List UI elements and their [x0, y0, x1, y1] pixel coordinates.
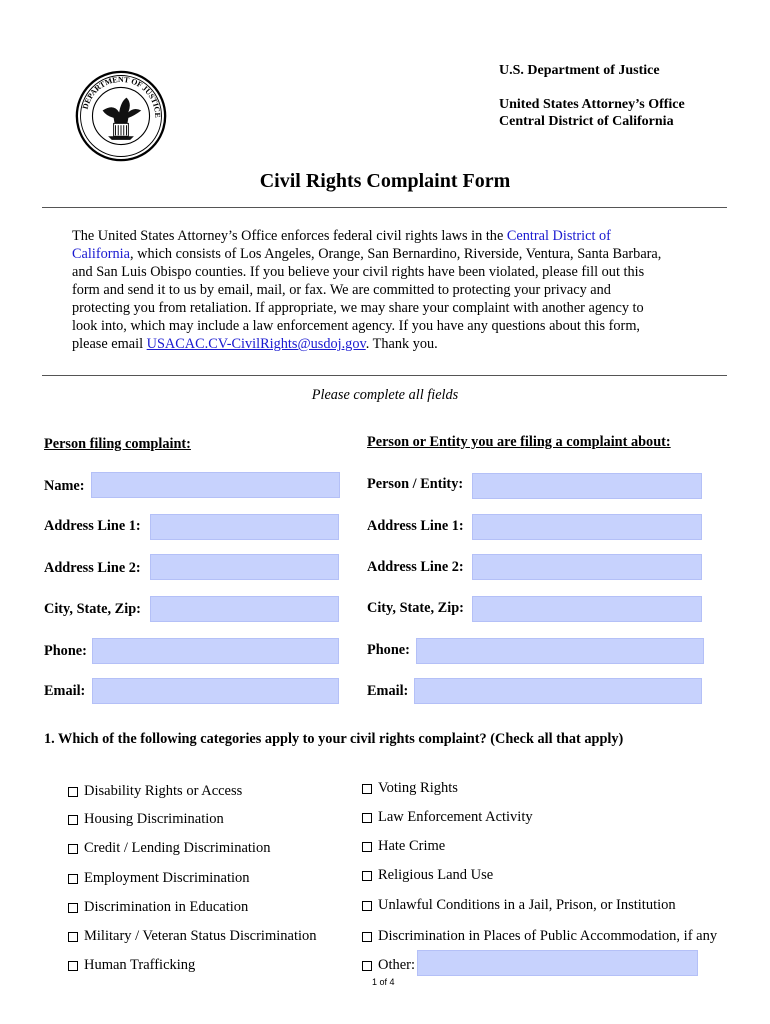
checkbox-label: Hate Crime — [378, 838, 446, 854]
filer-heading: Person filing complaint: — [44, 436, 191, 452]
intro-text: , which consists of Los Angeles, Orange, San Bernardino, Riverside, Ventura, Santa Barbara, and San Luis Obispo counties. If you believe your civil rights have been violated, please fill out this form and send it to us by email, mail, or fax. We are committed to protecting your privacy and protecting you from retaliation. If appropriate, we may share your complaint with another agency to look into, which may include a law enforcement agency. If you have any questions about this form, please email — [72, 246, 662, 352]
page-number: 1 of 4 — [372, 977, 395, 987]
district-name: Central District of California — [499, 114, 674, 129]
checkbox-icon[interactable] — [362, 901, 372, 911]
checkbox-icon[interactable] — [68, 844, 78, 854]
checkbox-jail[interactable] — [362, 897, 676, 914]
subject-heading: Person or Entity you are filing a complaint about: — [367, 434, 671, 450]
checkbox-employment[interactable] — [68, 870, 250, 887]
filer-address1-input[interactable] — [150, 514, 339, 540]
checkbox-label: Law Enforcement Activity — [378, 809, 533, 825]
checkbox-label: Employment Discrimination — [84, 870, 250, 886]
subject-address2-label: Address Line 2: — [367, 559, 464, 575]
department-name: U.S. Department of Justice — [499, 63, 660, 78]
district-link[interactable]: Central District of California — [72, 228, 611, 262]
subject-email-input[interactable] — [414, 678, 702, 704]
checkbox-label: Other: — [378, 957, 416, 973]
subject-phone-label: Phone: — [367, 642, 410, 658]
name-label: Name: — [44, 478, 85, 494]
email-label: Email: — [44, 683, 86, 699]
checkbox-icon[interactable] — [362, 784, 372, 794]
checkbox-icon[interactable] — [362, 842, 372, 852]
subject-address1-input[interactable] — [472, 514, 702, 540]
checkbox-label: Unlawful Conditions in a Jail, Prison, or Institution — [378, 897, 676, 913]
entity-label: Person / Entity: — [367, 476, 464, 492]
checkbox-icon[interactable] — [362, 961, 372, 971]
checkbox-label: Credit / Lending Discrimination — [84, 840, 271, 856]
seal-text: DEPARTMENT OF JUSTICE — [80, 74, 163, 118]
checkbox-other[interactable] — [362, 957, 415, 974]
agency-header — [499, 62, 685, 130]
subject-address1-label: Address Line 1: — [367, 518, 464, 534]
checkbox-accommodation[interactable] — [362, 928, 717, 945]
subject-city-label: City, State, Zip: — [367, 600, 464, 616]
checkbox-icon[interactable] — [68, 932, 78, 942]
checkbox-label: Discrimination in Places of Public Accommodation, if any — [378, 928, 718, 944]
checkbox-icon[interactable] — [68, 874, 78, 884]
email-link[interactable]: USACAC.CV-CivilRights@usdoj.gov — [146, 336, 366, 352]
checkbox-icon[interactable] — [68, 961, 78, 971]
form-title: Civil Rights Complaint Form — [259, 170, 511, 192]
checkbox-trafficking[interactable] — [68, 957, 195, 974]
checkbox-label: Disability Rights or Access — [84, 783, 243, 799]
filer-phone-input[interactable] — [92, 638, 339, 664]
subject-address2-input[interactable] — [472, 554, 702, 580]
checkbox-voting[interactable] — [362, 780, 458, 797]
checkbox-housing[interactable] — [68, 811, 224, 828]
subject-email-label: Email: — [367, 683, 409, 699]
checkbox-icon[interactable] — [68, 815, 78, 825]
filer-city-input[interactable] — [150, 596, 339, 622]
doj-seal-icon — [75, 70, 167, 162]
filer-email-input[interactable] — [92, 678, 339, 704]
question-1: 1. Which of the following categories apply to your civil rights complaint? (Check all that apply) — [44, 731, 624, 747]
checkbox-credit[interactable] — [68, 840, 270, 857]
checkbox-hate-crime[interactable] — [362, 838, 445, 855]
intro-text: . Thank you. — [365, 336, 438, 352]
checkbox-label: Human Trafficking — [84, 957, 196, 973]
checkbox-education[interactable] — [68, 899, 248, 916]
intro-paragraph — [72, 227, 672, 353]
address2-label: Address Line 2: — [44, 560, 141, 576]
checkbox-icon[interactable] — [362, 871, 372, 881]
office-name: United States Attorney’s Office — [499, 97, 685, 112]
checkbox-religious[interactable] — [362, 867, 493, 884]
checkbox-icon[interactable] — [68, 787, 78, 797]
checkbox-label: Religious Land Use — [378, 867, 494, 883]
intro-text: The United States Attorney’s Office enforces federal civil rights laws in the — [72, 228, 507, 244]
filer-address2-input[interactable] — [150, 554, 339, 580]
checkbox-label: Housing Discrimination — [84, 811, 224, 827]
checkbox-military[interactable] — [68, 928, 317, 945]
city-label: City, State, Zip: — [44, 601, 141, 617]
checkbox-label: Voting Rights — [378, 780, 458, 796]
filer-name-input[interactable] — [91, 472, 340, 498]
subject-phone-input[interactable] — [416, 638, 704, 664]
instructions: Please complete all fields — [311, 387, 459, 403]
checkbox-icon[interactable] — [68, 903, 78, 913]
checkbox-icon[interactable] — [362, 813, 372, 823]
subject-city-input[interactable] — [472, 596, 702, 622]
address1-label: Address Line 1: — [44, 518, 141, 534]
checkbox-label: Military / Veteran Status Discrimination — [84, 928, 317, 944]
checkbox-label: Discrimination in Education — [84, 899, 249, 915]
divider — [42, 207, 727, 208]
other-input[interactable] — [417, 950, 698, 976]
checkbox-law-enforcement[interactable] — [362, 809, 533, 826]
subject-entity-input[interactable] — [472, 473, 702, 499]
divider — [42, 375, 727, 376]
phone-label: Phone: — [44, 643, 87, 659]
checkbox-disability[interactable] — [68, 783, 242, 800]
checkbox-icon[interactable] — [362, 932, 372, 942]
